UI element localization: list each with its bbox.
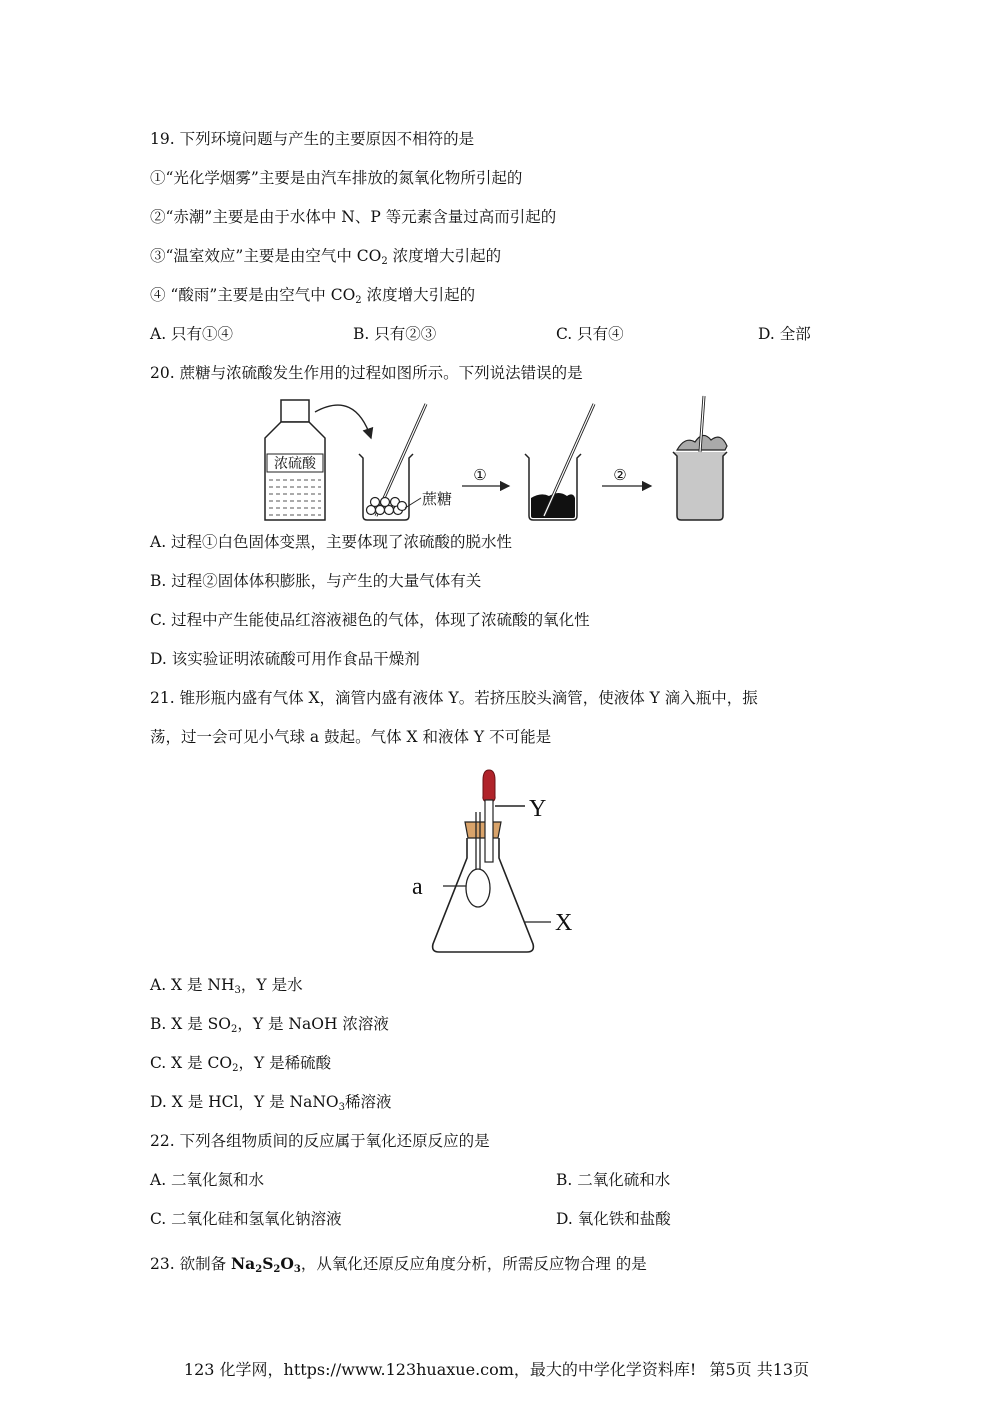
q20-option-d: D. 该实验证明浓硫酸可用作食品干燥剂 bbox=[150, 650, 420, 668]
q19-item-4: ④ “酸雨”主要是由空气中 $CO_2$ 浓度增大引起的 bbox=[150, 286, 476, 306]
step-2-label: ② bbox=[613, 466, 627, 484]
step-1-label: ① bbox=[473, 466, 487, 484]
sugar-label: 蔗糖 bbox=[422, 490, 453, 508]
footer-site: 123 化学网，https://www.123huaxue.com，最大的中学化学资料库! bbox=[183, 1360, 697, 1379]
q22-option-c: C. 二氧化硅和氢氧化钠溶液 bbox=[150, 1210, 342, 1228]
formula-na2s2o3: $Na_2S_2O_3$ bbox=[231, 1254, 301, 1275]
footer-page-number: 第5页 共13页 bbox=[709, 1360, 810, 1379]
flask-figure bbox=[405, 766, 595, 958]
q21-option-b: B. X 是 $SO_2$，Y 是 NaOH 浓溶液 bbox=[150, 1015, 389, 1035]
q21-option-c: C. X 是 $CO_2$，Y 是稀硫酸 bbox=[150, 1054, 332, 1074]
q21-option-a: A. X 是 $NH_3$，Y 是水 bbox=[150, 976, 303, 996]
beaker-2 bbox=[525, 404, 594, 520]
dropper-bulb bbox=[483, 770, 495, 802]
q20-stem: 20. 蔗糖与浓硫酸发生作用的过程如图所示。下列说法错误的是 bbox=[150, 364, 583, 382]
q22-stem: 22. 下列各组物质间的反应属于氧化还原反应的是 bbox=[150, 1132, 490, 1150]
q19-option-b: B. 只有②③ bbox=[353, 325, 437, 343]
pour-arrow bbox=[315, 405, 371, 438]
q19-item-1: ①“光化学烟雾”主要是由汽车排放的氮氧化物所引起的 bbox=[150, 169, 523, 187]
q20-option-a: A. 过程①白色固体变黑，主要体现了浓硫酸的脱水性 bbox=[150, 533, 513, 551]
q20-option-c: C. 过程中产生能使品红溶液褪色的气体，体现了浓硫酸的氧化性 bbox=[150, 611, 590, 629]
balloon-a bbox=[466, 869, 490, 907]
q19-stem: 19. 下列环境问题与产生的主要原因不相符的是 bbox=[150, 130, 475, 148]
q19-item-2: ②“赤潮”主要是由于水体中 N、P 等元素含量过高而引起的 bbox=[150, 208, 557, 226]
q20-option-b: B. 过程②固体体积膨胀，与产生的大量气体有关 bbox=[150, 572, 482, 590]
q21-stem-line-2: 荡，过一会可见小气球 a 鼓起。气体 X 和液体 Y 不可能是 bbox=[150, 728, 552, 746]
page-footer bbox=[0, 1357, 993, 1380]
sugar-acid-figure bbox=[255, 392, 735, 524]
q19-option-c: C. 只有④ bbox=[556, 325, 624, 343]
q21-stem-line-1: 21. 锥形瓶内盛有气体 X，滴管内盛有液体 Y。若挤压胶头滴管，使液体 Y 滴入瓶中，振 bbox=[150, 689, 758, 707]
q19-option-a: A. 只有①④ bbox=[150, 325, 234, 343]
beaker-3 bbox=[673, 396, 727, 520]
stopper bbox=[465, 822, 501, 838]
q19-item-3: ③“温室效应”主要是由空气中 $CO_2$ 浓度增大引起的 bbox=[150, 247, 502, 267]
label-y: Y bbox=[529, 796, 547, 822]
q22-option-a: A. 二氧化氮和水 bbox=[150, 1171, 265, 1189]
q22-option-b: B. 二氧化硫和水 bbox=[556, 1171, 671, 1189]
label-x: X bbox=[555, 910, 573, 936]
beaker-1 bbox=[359, 404, 426, 520]
bottle-label: 浓硫酸 bbox=[274, 456, 316, 472]
label-a: a bbox=[412, 874, 423, 900]
q21-option-d: D. X 是 HCl，Y 是 NaNO$_3$稀溶液 bbox=[150, 1093, 392, 1113]
q19-option-d: D. 全部 bbox=[758, 325, 811, 343]
q22-option-d: D. 氧化铁和盐酸 bbox=[556, 1210, 671, 1228]
q23-stem: 23. 欲制备 $Na_2S_2O_3$，从氧化还原反应角度分析，所需反应物合理 的是 bbox=[150, 1254, 647, 1275]
